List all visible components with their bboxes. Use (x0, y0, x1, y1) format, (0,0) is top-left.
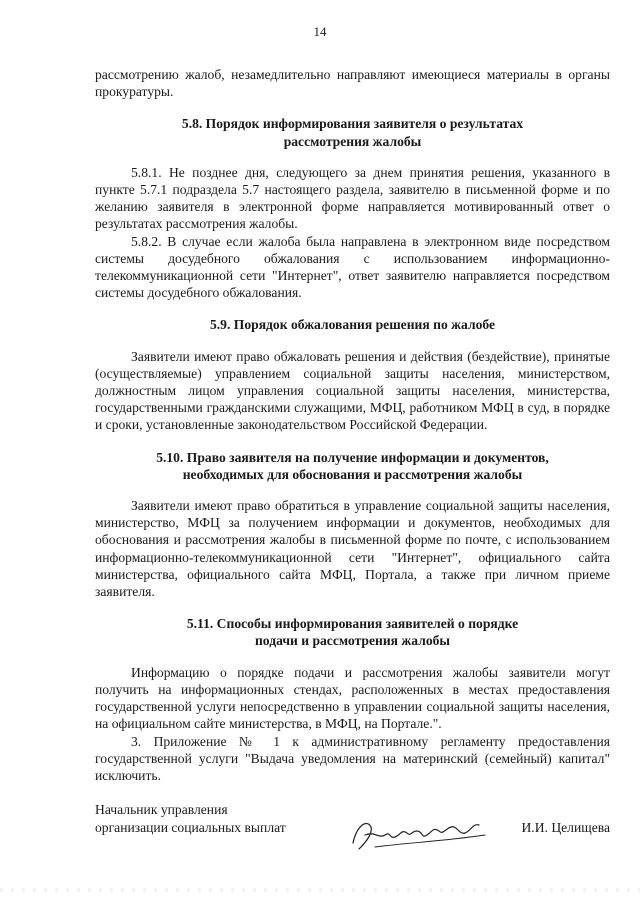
section-heading: 5.10. Право заявителя на получение информации и документов, (156, 449, 549, 465)
handwritten-signature (345, 805, 495, 855)
page-number: 14 (313, 24, 327, 39)
paragraph: рассмотрению жалоб, незамедлительно направляют имеющиеся материалы в органы прокуратуры. (95, 67, 610, 100)
section-heading: необходимых для обоснования и рассмотрения жалобы (182, 466, 523, 482)
signature-block (95, 801, 610, 836)
paragraph: Информацию о порядке подачи и рассмотрения жалобы заявители могут получить на информационных стендах, расположенных в местах предоставления государственной услуги непосредственно в управлении социальной защиты населения, на официальном сайте министерства, в МФЦ, на Портале.". (95, 664, 610, 732)
paragraph: Заявители имеют право обратиться в управление социальной защиты населения, министерство, МФЦ за получением информации и документов, необходимых для обоснования и рассмотрения жалобы в письменной форме по почте, с использованием информационно-телекоммуникационной сети "Интернет", официального сайта министерства, официального сайта МФЦ, Портала, а также при личном приеме заявителя. (95, 498, 610, 600)
paragraph: 5.8.2. В случае если жалоба была направлена в электронном виде посредством системы досудебного обжалования с использованием информационно-телекоммуникационной сети "Интернет", ответ заявителю направляется посредством системы досудебного обжалования. (95, 233, 610, 301)
signatory-name: И.И. Целищева (521, 819, 610, 835)
section-heading: подачи и рассмотрения жалобы (254, 633, 451, 649)
section-heading: 5.9. Порядок обжалования решения по жалобе (209, 317, 496, 333)
paragraph: Заявители имеют право обжаловать решения и действия (бездействие), принятые (осуществляемые) управлением социальной защиты населения, министерством, должностным лицом управления социальной защиты населения, министерства, государственными гражданскими служащими, МФЦ, работником МФЦ в суд, в порядке и сроки, установленные законодательством Российской Федерации. (95, 348, 610, 433)
section-heading: 5.8. Порядок информирования заявителя о результатах (181, 116, 524, 132)
document-body (95, 66, 610, 784)
paragraph: 5.8.1. Не позднее дня, следующего за днем принятия решения, указанного в пункте 5.7.1 подраздела 5.7 настоящего раздела, заявителю в письменной форме и по желанию заявителя в электронной форме направляется мотивированный ответ о результатах рассмотрения жалобы. (95, 164, 610, 232)
scan-edge-noise (0, 888, 640, 892)
section-heading: 5.11. Способы информирования заявителей о порядке (186, 616, 519, 632)
signatory-position-line-1: Начальник управления (95, 802, 228, 817)
paragraph: 3. Приложение № 1 к административному регламенту предоставления государственной услуги "Выдача уведомления на материнский (семейный) капитал" исключить. (95, 733, 610, 783)
section-heading: рассмотрения жалобы (283, 133, 422, 149)
signatory-position-line-2: организации социальных выплат (95, 819, 286, 835)
